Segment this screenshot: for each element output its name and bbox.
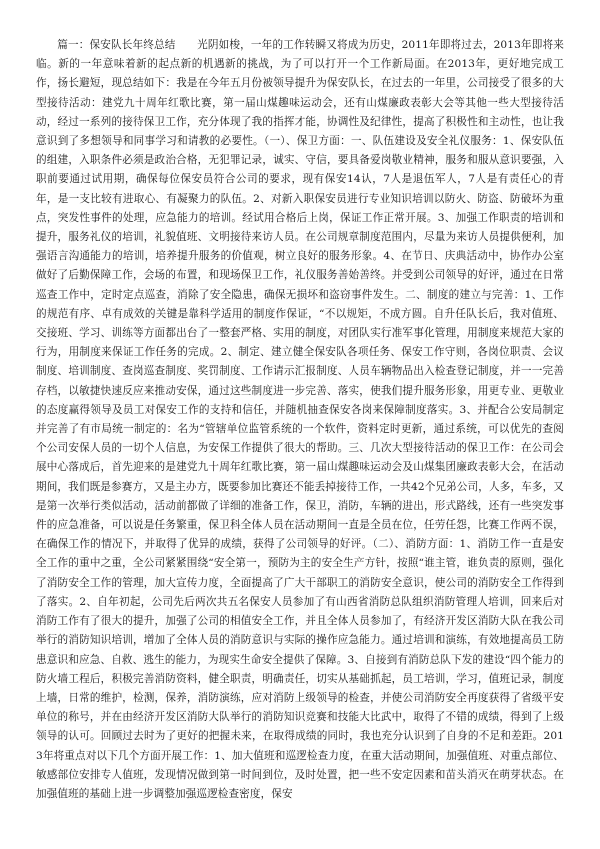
document-body: 光阴如梭，一年的工作转瞬又将成为历史，2011年即将过去，2013年即将来临。新的一年意味着新的起点新的机遇新的挑战，为了可以打开一个工作新局面。在2013年，更好地完成工作，扬长避短，现总结如下：我是在今年五月份被领导提升为保安队长，在过去的一年里，公司接受了很多的大型接待活动：建党九十周年红歌比赛，第一届山煤趣味运动会，还有山煤廉政表彰大会等其他一些大型接待活动，经过一系列的接待保卫工作，充分体现了我的指挥才能，协调性及纪律性，提高了积极性和主动性，也让我意识到了多想领导和同事学习和请教的必要性。（一）、保卫方面：一、队伍建设及安全礼仪服务：1、保安队伍的组建，入职条件必须是政治合格，无犯罪记录，诚实、守信，要具备爱岗敬业精神，服务和服从意识要强，入职前要通过试用期，确保每位保安员符合公司的要求，现有保安14认，7人是退伍军人，7人是有责任心的青年，是一支比较有进取心、有凝聚力的队伍。2、对新入职保安员进行专业知识培训以防火、防盗、防破坏为重点，突发性事件的处理，应急能力的培训。经试用合格后上岗，保证工作正常开展。3、加强工作职责的培训和提升，服务礼仪的培训，礼貌值班、文明接待来访人员。在公司规章制度范围内，尽量为来访人员提供便利，加强语言沟通能力的培训，培养提升服务的价值观，树立良好的服务形象。4、在节日、庆典活动中，协作办公室做好了后勤保障工作，会场的布置，和现场保卫工作，礼仪服务善始善终。并受到公司领导的好评，通过在日常巡查工作中，定时定点巡查，消除了安全隐患，确保无损坏和盗窃事件发生。二、制度的建立与完善：1、工作的规范有序、卓有成效的关键是靠科学适用的制度作保证，“不以规矩，不成方圆。自升任队长后，我对值班、交接班、学习、训练等方面都出台了一整套严格、实用的制度，对团队实行准军事化管理，用制度来规范大家的行为，用制度来保证工作任务的完成。2、制定、建立健全保安队各项任务、保安工作守则，各岗位职责、会议制度、培训制度、查岗巡查制度、奖罚制度、工作请示汇报制度、人员车辆物品出入检查登记制度，并一一完善存档，以敏捷快速反应来推动安保，通过这些制度进一步完善、落实，使我们提升服务形象，用更专业、更敬业的态度赢得领导及员工对保安工作的支持和信任，并随机抽查保安各岗来保障制度落实。3、并配合公安局制定并完善了有市局统一制定的：名为“管辖单位监管系统的一个软件，资料定时更新，通过系统，可以优先的查阅个公司安保人员的一切个人信息，为安保工作提供了很大的帮助。三、几次大型接待活动的保卫工作：在公司会展中心落成后，首先迎来的是建党九十周年红歌比赛，第一届山煤趣味运动会及山煤集团廉政表彰大会，在活动期间，我们既是参赛方，又是主办方，既要参加比赛还不能丢掉接待工作，一共42个兄弟公司，人多，车多，又是第一次举行类似活动，活动前都做了详细的准备工作，保卫，消防，车辆的进出，形式路线，还有一些突发事件的应急准备，可以说是任务繁重，保卫科全体人员在活动期间一直是全员在位，任劳任怨，比赛工作两不误，在确保工作的情况下，并取得了优异的成绩，获得了公司领导的好评。（二）、消防方面：1、消防工作一直是安全工作的重中之重，全公司紧紧围绕“安全第一，预防为主的安全生产方针，按照“谁主管，谁负责的原则，强化了消防安全工作的管理，加大宣传力度，全面提高了广大干部职工的消防安全意识，使公司的消防安全工作得到了落实。2、自年初起，公司先后两次共五名保安人员参加了有山西省消防总队组织消防管理人培训，回来后对消防工作有了很大的提升，加强了公司的相值安全工作，并且全体人员参加了，有经济开发区消防大队在我公司举行的消防知识培训，增加了全体人员的消防意识与实际的操作应急能力。通过培训和演练，有效地提高员工防患意识和应急、自救、逃生的能力，为现实生命安全提供了保障。3、自接到有消防总队下发的建设“四个能力的防火墙工程后，积极完善消防资料，健全职责，明确责任，切实从基础抓起，员工培训，学习，值班记录，制度上墙，日常的维护，检测，保养，消防演练，应对消防上级领导的检查，并使公司消防安全再度获得了省级平安单位的称号，并在由经济开发区消防大队举行的消防知识竞赛和技能大比武中，取得了不错的成绩，得到了上级领导的认可。回顾过去时为了更好的把握未来，在取得成绩的同时，我也充分认识到了自身的不足和差距。2013年将重点对以下几个方面开展工作：1、加大值班和巡逻检查力度，在重大活动期间，加强值班、对重点部位、敏感部位安排专人值班，发现情况做到第一时间到位，及时处置，把一些不安定因素和苗头消灭在萌芽状态。在加强值班的基础上进一步调整加强巡逻检查密度，保安 [36, 39, 564, 800]
document-text [36, 36, 564, 804]
document-title: 篇一：保安队长年终总结 [57, 39, 176, 51]
document-page [36, 36, 564, 836]
